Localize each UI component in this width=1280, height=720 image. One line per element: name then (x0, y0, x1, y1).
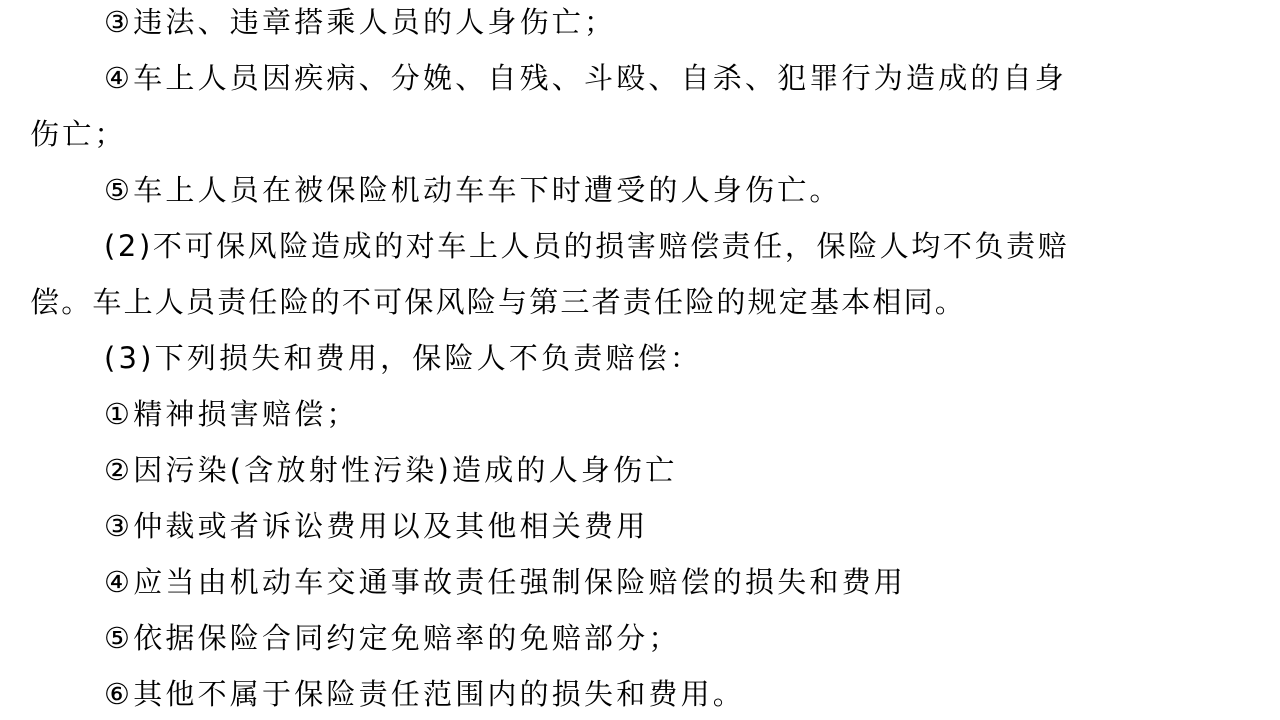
text-line-clause-2-cont: 偿。车上人员责任险的不可保风险与第三者责任险的规定基本相同。 (30, 285, 967, 319)
text-line-loss-3: ③仲裁或者诉讼费用以及其他相关费用 (104, 509, 649, 543)
text-line-exclusion-5: ⑤车上人员在被保险机动车车下时遭受的人身伤亡。 (104, 173, 842, 207)
text-line-clause-2: (2)不可保风险造成的对车上人员的损害赔偿责任，保险人均不负责赔 (104, 229, 1070, 263)
text-line-loss-4: ④应当由机动车交通事故责任强制保险赔偿的损失和费用 (104, 565, 906, 599)
text-line-loss-5: ⑤依据保险合同约定免赔率的免赔部分； (104, 621, 681, 655)
text-line-loss-6: ⑥其他不属于保险责任范围内的损失和费用。 (104, 677, 745, 711)
text-line-exclusion-4-cont: 伤亡； (30, 117, 127, 151)
text-line-exclusion-4: ④车上人员因疾病、分娩、自残、斗殴、自杀、犯罪行为造成的自身 (104, 61, 1067, 95)
text-line-exclusion-3: ③违法、违章搭乘人员的人身伤亡； (104, 5, 617, 39)
text-line-clause-3: (3)下列损失和费用，保险人不负责赔偿： (104, 341, 703, 375)
text-line-loss-1: ①精神损害赔偿； (104, 397, 359, 431)
text-line-loss-2: ②因污染(含放射性污染)造成的人身伤亡 (104, 453, 678, 487)
